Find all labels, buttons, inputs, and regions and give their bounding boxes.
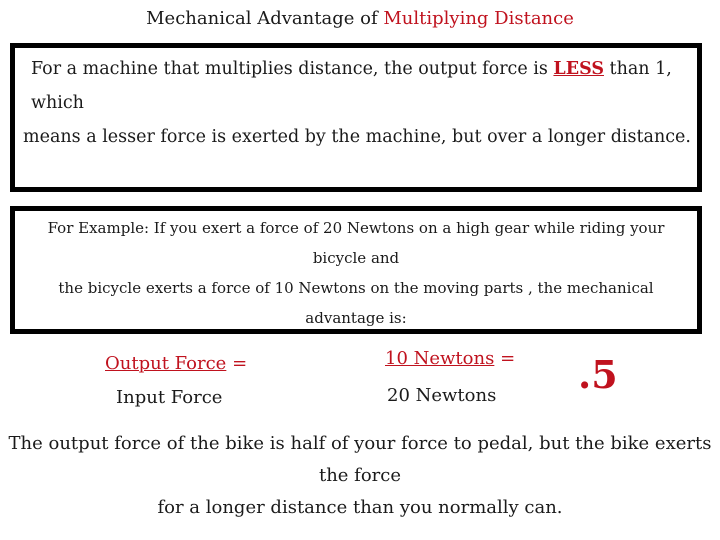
title-prefix: Mechanical Advantage of: [146, 8, 384, 29]
mechanical-advantage-result: .5: [578, 352, 618, 397]
definition-text: [15, 48, 697, 154]
formula-denominator-label: Input Force: [116, 387, 223, 408]
example-line2: the bicycle exerts a force of 10 Newtons on the moving parts , the mechanical advantage is:: [58, 279, 654, 327]
output-force-label: Output Force: [105, 353, 227, 374]
definition-keyword: LESS: [553, 59, 604, 79]
conclusion-text: [0, 428, 720, 524]
formula-equals-1: =: [226, 353, 248, 374]
definition-before-keyword: For a machine that multiplies distance, the output force is: [31, 59, 554, 79]
example-text: [15, 211, 697, 333]
formula-numerator-label: [105, 353, 247, 374]
page-title: [0, 8, 720, 29]
conclusion-line2: for a longer distance than you normally can.: [157, 497, 563, 518]
formula-denominator-value: 20 Newtons: [387, 385, 497, 406]
definition-after-keyword: than 1, which: [31, 59, 672, 113]
definition-line2: means a lesser force is exerted by the machine, but over a longer distance.: [23, 127, 691, 147]
formula-numerator-value: [385, 348, 515, 369]
formula-equals-2: =: [494, 348, 516, 369]
ten-newtons: 10 Newtons: [385, 348, 495, 369]
title-highlight: Multiplying Distance: [383, 8, 574, 29]
example-box: [10, 206, 702, 334]
conclusion-line1: The output force of the bike is half of your force to pedal, but the bike exerts the force: [8, 433, 712, 486]
definition-box: [10, 43, 702, 192]
example-line1: For Example: If you exert a force of 20 Newtons on a high gear while riding your bicycle and: [47, 219, 665, 267]
